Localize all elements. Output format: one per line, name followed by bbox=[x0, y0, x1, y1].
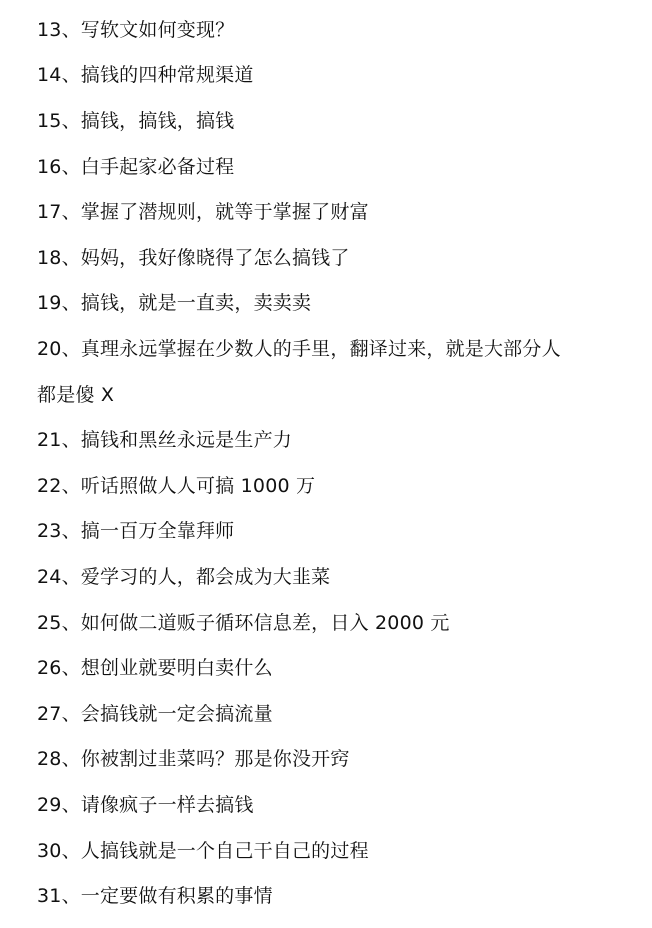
list-item: 30、人搞钱就是一个自己干自己的过程 bbox=[37, 840, 369, 862]
list-item: 21、搞钱和黑丝永远是生产力 bbox=[37, 429, 292, 451]
list-item: 18、妈妈，我好像晓得了怎么搞钱了 bbox=[37, 247, 350, 269]
list-item: 23、搞一百万全靠拜师 bbox=[37, 520, 235, 542]
list-item: 27、会搞钱就一定会搞流量 bbox=[37, 703, 273, 725]
list-item: 28、你被割过韭菜吗？那是你没开窍 bbox=[37, 748, 350, 770]
list-item: 19、搞钱，就是一直卖，卖卖卖 bbox=[37, 292, 312, 314]
list-item: 13、写软文如何变现？ bbox=[37, 19, 235, 41]
list-item: 22、听话照做人人可搞 1000 万 bbox=[37, 475, 316, 497]
list-item-continuation: 都是傻 X bbox=[37, 384, 115, 406]
list-item: 17、掌握了潜规则，就等于掌握了财富 bbox=[37, 201, 369, 223]
list-item: 25、如何做二道贩子循环信息差，日入 2000 元 bbox=[37, 612, 450, 634]
list-item: 31、一定要做有积累的事情 bbox=[37, 885, 273, 907]
list-item: 14、搞钱的四种常规渠道 bbox=[37, 64, 254, 86]
list-item: 29、请像疯子一样去搞钱 bbox=[37, 794, 254, 816]
list-item: 26、想创业就要明白卖什么 bbox=[37, 657, 273, 679]
list-item: 15、搞钱，搞钱，搞钱 bbox=[37, 110, 235, 132]
list-item: 20、真理永远掌握在少数人的手里，翻译过来，就是大部分人 bbox=[37, 338, 561, 360]
list-item: 24、爱学习的人，都会成为大韭菜 bbox=[37, 566, 331, 588]
list-item: 16、白手起家必备过程 bbox=[37, 156, 235, 178]
